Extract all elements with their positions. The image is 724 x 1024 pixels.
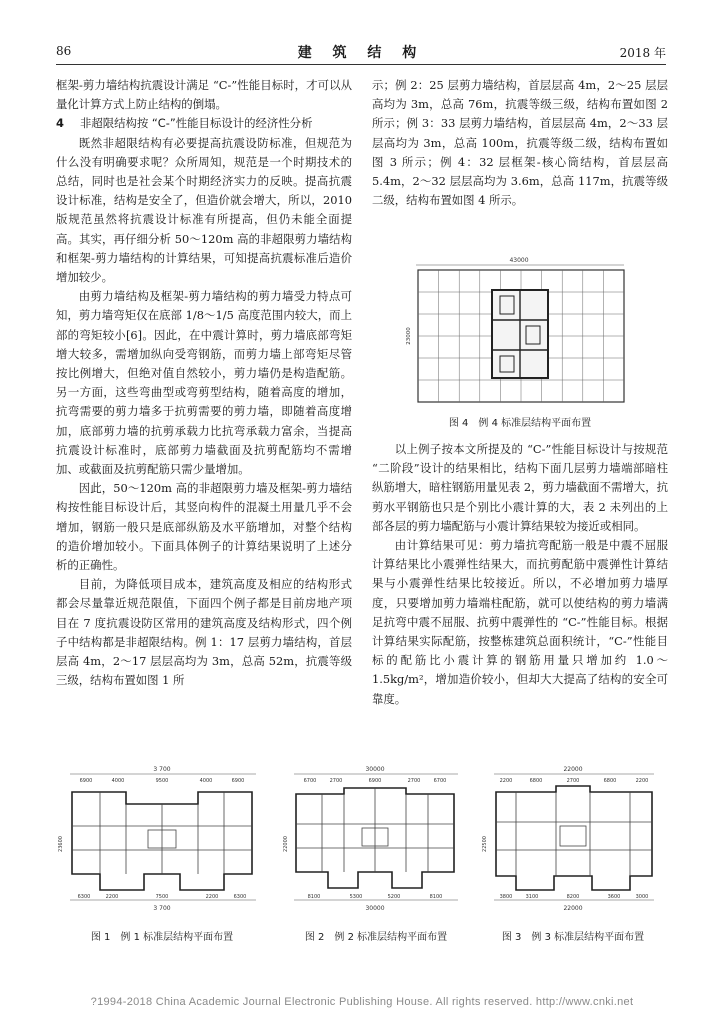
section-title: 非超限结构按 “C-”性能目标设计的经济性分析 bbox=[79, 116, 313, 131]
figure-1-caption: 图 1 例 1 标准层结构平面布置 bbox=[90, 932, 234, 943]
fig1-top-sub: 4000 bbox=[111, 778, 125, 784]
fig3-bottom-sub: 3600 bbox=[607, 894, 621, 900]
fig3-bottom-dim: 22000 bbox=[563, 905, 583, 912]
paragraph: 因此，50～120m 高的非超限剪力墙及框架-剪力墙结构按性能目标设计后，其竖向构件的混凝土用量几乎不会增加，钢筋一般只是底部纵筋及水平筋增加，对整个结构的造价增加较小。下面具体例子的计算结果说明了上述分析的正确性。 bbox=[56, 481, 352, 573]
paragraph: 以上例子按本文所提及的 “C-”性能目标设计与按规范 “二阶段”设计的结果相比，结构下面几层剪力墙端部暗柱纵筋增大，暗柱钢筋用量见表 2，剪力墙截面不需增大，抗剪水平钢筋也只是个别比小震计算的大，表 2 未列出的上部各层的剪力墙配筋与小震计算结果较为接近或相同。 bbox=[372, 442, 668, 533]
fig2-top-sub: 2700 bbox=[407, 778, 421, 784]
journal-title: 建 筑 结 构 bbox=[297, 45, 425, 61]
fig1-top-sub: 9500 bbox=[155, 778, 169, 784]
figure-1-floor-plan bbox=[56, 764, 268, 916]
fig1-bottom-dim: 3 700 bbox=[153, 905, 171, 912]
paragraph: 既然非超限结构有必要提高抗震设防标准，但规范为什么没有明确要求呢？众所周知，规范是一个时期技术的总结，同时也是社会某个时期经济实力的反映。提高抗震设计标准，结构是安全了，但造价就会增大，所以，2010 版规范虽然将抗震设计标准有所提高，但仍未能全面提高。其实，再仔细分析 50～120m 高的非超限剪力墙结构和框架-剪力墙结构的计算结果，可知提高抗震标准后造价增加较少。 bbox=[56, 135, 352, 285]
fig1-top-sub: 4000 bbox=[199, 778, 213, 784]
fig2-top-sub: 6700 bbox=[303, 778, 317, 784]
figure-3-caption: 图 3 例 3 标准层结构平面布置 bbox=[501, 932, 645, 943]
fig3-top-sub: 6800 bbox=[603, 778, 617, 784]
fig2-top-sub: 6700 bbox=[433, 778, 447, 784]
fig3-bottom-sub: 8200 bbox=[566, 894, 580, 900]
copyright-footer: ?1994-2018 China Academic Journal Electronic Publishing House. All rights reserved. http://www.cnki.net bbox=[90, 996, 634, 1008]
fig3-top-sub: 6800 bbox=[529, 778, 543, 784]
header-rule bbox=[56, 64, 666, 65]
fig3-bottom-sub: 3000 bbox=[635, 894, 649, 900]
fig3-top-sub: 2700 bbox=[566, 778, 580, 784]
left-column bbox=[56, 76, 352, 691]
fig2-bottom-sub: 5200 bbox=[387, 894, 401, 900]
right-column-continued bbox=[372, 440, 668, 709]
fig1-left-dim: 23600 bbox=[58, 836, 64, 852]
figure-4-floor-plan bbox=[404, 254, 634, 406]
fig2-top-dim: 30000 bbox=[365, 766, 385, 773]
paragraph: 由计算结果可见：剪力墙抗弯配筋一般是中震不屈服计算结果比小震弹性结果大，而抗剪配筋中震弹性计算结果与小震弹性结果比较接近。所以，不必增加剪力墙厚度，只要增加剪力墙端柱配筋，就可以使结构的剪力墙满足抗弯中震不屈服、抗剪中震弹性的 “C-”性能目标。根据计算结果实际配筋，按整栋建筑总面积统计，“C-”性能目标的配筋比小震计算的钢筋用量只增加约 1.0～1.5kg/m²，增加造价较小，但却大大提高了结构的安全可靠度。 bbox=[372, 538, 668, 706]
section-heading bbox=[56, 114, 352, 133]
page-header bbox=[56, 40, 666, 62]
fig2-bottom-sub: 5300 bbox=[349, 894, 363, 900]
fig1-bottom-sub: 6300 bbox=[77, 894, 91, 900]
fig3-top-sub: 2200 bbox=[635, 778, 649, 784]
right-column bbox=[372, 76, 668, 210]
fig3-left-dim: 22500 bbox=[482, 836, 488, 852]
fig2-top-sub: 2700 bbox=[329, 778, 343, 784]
fig3-bottom-sub: 3100 bbox=[525, 894, 539, 900]
fig1-top-dim: 3 700 bbox=[153, 766, 171, 773]
paragraph: 由剪力墙结构及框架-剪力墙结构的剪力墙受力特点可知，剪力墙弯矩仅在底部 1/8～1/5 高度范围内较大，而上部的弯矩较小[6]。因此，在中震计算时，剪力墙底部弯矩增大较多，需增加纵向受弯钢筋，而剪力墙上部弯矩尽管按比例增大，但绝对值自然较小，剪力墙仍是构造配筋。另一方面，这些弯曲型或弯剪型结构，随着高度的增加，抗弯需要的剪力墙多于抗剪需要的剪力墙，即随着高度增加，底部剪力墙的抗剪承载力比抗弯承载力富余，当提高抗震设计标准时，底部剪力墙截面及抗剪配筋均不需增加、或截面及抗剪配筋只需少量增加。 bbox=[56, 289, 352, 477]
paragraph-continued: 示；例 2：25 层剪力墙结构，首层层高 4m，2～25 层层高均为 3m，总高 76m，抗震等级三级，结构布置如图 2 所示；例 3：33 层剪力墙结构，首层层高 4m，2～33 层层高均为 3m，总高 100m，抗震等级二级，结构布置如图 3 所示；例 4：32 层框架-核心筒结构，首层层高 5.4m，2～32 层层高均为 3.6m，总高 117m，抗震等级二级，结构布置如图 4 所示。 bbox=[372, 78, 668, 208]
figure-3-floor-plan bbox=[480, 764, 666, 916]
page-number: 86 bbox=[56, 44, 72, 58]
fig1-top-sub: 6900 bbox=[231, 778, 245, 784]
fig1-top-sub: 6900 bbox=[79, 778, 93, 784]
paragraph-continued: 框架-剪力墙结构抗震设计满足 “C-”性能目标时，才可以从量化计算方式上防止结构的倒塌。 bbox=[56, 78, 352, 112]
fig1-bottom-sub: 2200 bbox=[205, 894, 219, 900]
fig4-top-dim: 43000 bbox=[509, 257, 529, 264]
fig4-left-dim: 23000 bbox=[406, 327, 412, 345]
fig3-top-sub: 2200 bbox=[499, 778, 513, 784]
fig1-bottom-sub: 2200 bbox=[105, 894, 119, 900]
figure-2-floor-plan bbox=[282, 764, 468, 916]
fig2-bottom-sub: 8100 bbox=[307, 894, 321, 900]
publication-year: 2018 年 bbox=[619, 46, 666, 60]
fig2-top-sub: 6900 bbox=[368, 778, 382, 784]
figure-4-caption: 图 4 例 4 标准层结构平面布置 bbox=[448, 418, 592, 429]
figure-2-caption: 图 2 例 2 标准层结构平面布置 bbox=[304, 932, 448, 943]
fig2-bottom-sub: 8100 bbox=[429, 894, 443, 900]
fig3-bottom-sub: 3800 bbox=[499, 894, 513, 900]
fig2-bottom-dim: 30000 bbox=[365, 905, 385, 912]
section-number: 4 bbox=[56, 116, 64, 131]
fig1-bottom-sub: 7500 bbox=[155, 894, 169, 900]
fig2-left-dim: 22000 bbox=[283, 836, 289, 852]
fig3-top-dim: 22000 bbox=[563, 766, 583, 773]
fig1-bottom-sub: 6300 bbox=[233, 894, 247, 900]
paragraph: 目前，为降低项目成本，建筑高度及相应的结构形式都会尽量靠近规范限值，下面四个例子都是目前房地产项目在 7 度抗震设防区常用的建筑高度及结构形式，四个例子中结构都是非超限结构。例 1：17 层剪力墙结构，首层层高 4m，2～17 层层高均为 3m，总高 52m，抗震等级三级，结构布置如图 1 所 bbox=[56, 577, 352, 688]
